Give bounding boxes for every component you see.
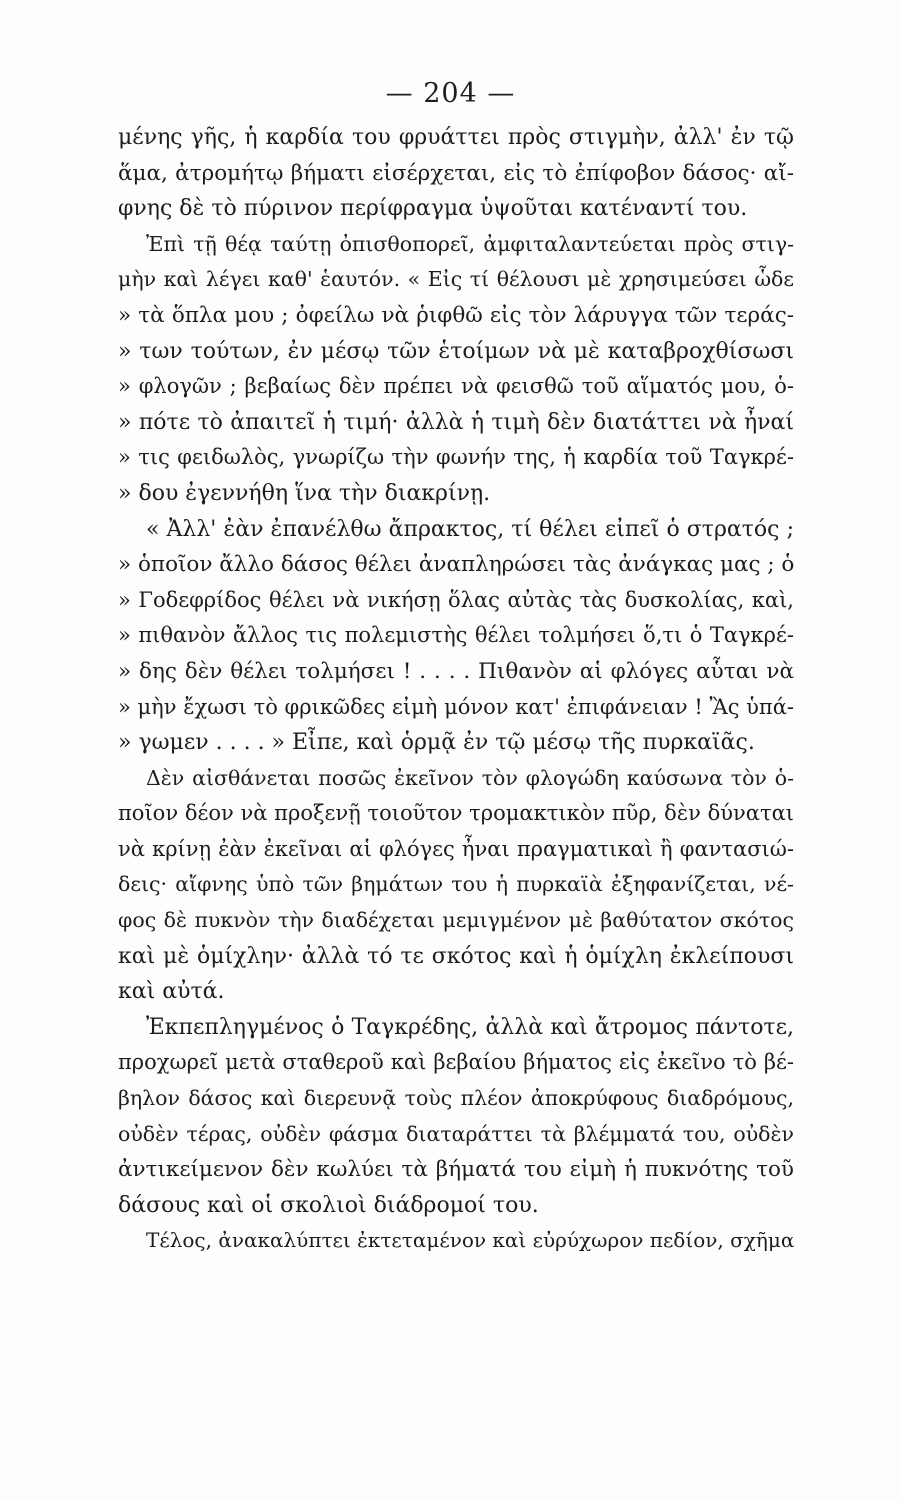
text-line: » μὴν ἔχωσι τὸ φρικῶδες εἰμὴ μόνον κατ' ἐπιφάνειαν ! Ἂς ὑπά-	[118, 694, 794, 719]
text-line: δεις· αἴφνης ὑπὸ τῶν βημάτων του ἡ πυρκαϊὰ ἐξηφανίζεται, νέ-	[118, 872, 794, 897]
text-line: ποῖον δέον νὰ προξενῇ τοιοῦτον τρομακτικὸν πῦρ, δὲν δύναται	[118, 801, 794, 826]
text-line: » πιθανὸν ἄλλος τις πολεμιστὴς θέλει τολμήσει ὅ,τι ὁ Ταγκρέ-	[118, 623, 794, 648]
text-line: Ἐπὶ τῇ θέᾳ ταύτῃ ὀπισθοπορεῖ, ἀμφιταλαντεύεται πρὸς στιγ-	[146, 231, 794, 256]
page-number: — 204 —	[385, 78, 516, 109]
text-line: μὴν καὶ λέγει καθ' ἑαυτόν. « Εἰς τί θέλουσι μὲ χρησιμεύσει ὧδε	[118, 267, 794, 292]
text-line: δάσους καὶ οἱ σκολιοὶ διάδρομοί του.	[118, 1192, 539, 1218]
text-line: » πότε τὸ ἀπαιτεῖ ἡ τιμή· ἀλλὰ ἡ τιμὴ δὲν διατάττει νὰ ἦναί	[118, 409, 794, 435]
text-line: « Ἀλλ' ἐὰν ἐπανέλθω ἄπρακτος, τί θέλει εἰπεῖ ὁ στρατός ;	[146, 516, 794, 542]
text-line: φος δὲ πυκνὸν τὴν διαδέχεται μεμιγμένον μὲ βαθύτατον σκότος	[118, 908, 794, 933]
text-line: » τὰ ὅπλα μου ; ὀφείλω νὰ ῥιφθῶ εἰς τὸν λάρυγγα τῶν τεράς-	[118, 302, 794, 328]
text-body	[118, 120, 794, 1259]
text-line: προχωρεῖ μετὰ σταθεροῦ καὶ βεβαίου βήματος εἰς ἐκεῖνο τὸ βέ-	[118, 1050, 794, 1075]
text-line: » Γοδεφρίδος θέλει νὰ νικήσῃ ὅλας αὐτὰς τὰς δυσκολίας, καὶ,	[118, 587, 794, 612]
text-line: Τέλος, ἀνακαλύπτει ἐκτεταμένον καὶ εὐρύχωρον πεδίον, σχῆμα	[146, 1228, 794, 1253]
text-line: Δὲν αἰσθάνεται ποσῶς ἐκεῖνον τὸν φλογώδη καύσωνα τὸν ὁ-	[146, 765, 794, 790]
text-line: » γωμεν . . . . » Εἶπε, καὶ ὁρμᾷ ἐν τῷ μέσῳ τῆς πυρκαϊᾶς.	[118, 730, 755, 756]
text-line: καὶ μὲ ὁμίχλην· ἀλλὰ τό τε σκότος καὶ ἡ ὁμίχλη ἐκλείπουσι	[118, 943, 794, 969]
text-line: » ὁποῖον ἄλλο δάσος θέλει ἀναπληρώσει τὰς ἀνάγκας μας ; ὁ	[118, 552, 794, 578]
text-line: νὰ κρίνῃ ἐὰν ἐκεῖναι αἱ φλόγες ἦναι πραγματικαὶ ἢ φαντασιώ-	[118, 836, 794, 861]
text-line: μένης γῆς, ἡ καρδία του φρυάττει πρὸς στιγμὴν, ἀλλ' ἐν τῷ	[118, 125, 794, 150]
text-line: » των τούτων, ἐν μέσῳ τῶν ἑτοίμων νὰ μὲ καταβροχθίσωσι	[118, 338, 794, 364]
text-line: φνης δὲ τὸ πύρινον περίφραγμα ὑψοῦται κατέναντί του.	[118, 196, 748, 222]
text-line: » φλογῶν ; βεβαίως δὲν πρέπει νὰ φεισθῶ τοῦ αἵματός μου, ὁ-	[118, 374, 794, 399]
text-line: » τις φειδωλὸς, γνωρίζω τὴν φωνήν της, ἡ καρδία τοῦ Ταγκρέ-	[118, 445, 794, 470]
text-line: οὐδὲν τέρας, οὐδὲν φάσμα διαταράττει τὰ βλέμματά του, οὐδὲν	[118, 1121, 794, 1146]
text-line: » δης δὲν θέλει τολμήσει ! . . . . Πιθανὸν αἱ φλόγες αὗται νὰ	[118, 658, 794, 684]
text-line: καὶ αὐτά.	[118, 979, 225, 1005]
text-line: » δου ἐγεννήθη ἵνα τὴν διακρίνῃ.	[118, 480, 491, 506]
text-line: βηλον δάσος καὶ διερευνᾷ τοὺς πλέον ἀποκρύφους διαδρόμους,	[118, 1086, 794, 1111]
text-line: ἅμα, ἀτρομήτῳ βήματι εἰσέρχεται, εἰς τὸ ἐπίφοβον δάσος· αἴ-	[118, 160, 794, 186]
text-line: Ἐκπεπληγμένος ὁ Ταγκρέδης, ἀλλὰ καὶ ἄτρομος πάντοτε,	[146, 1014, 794, 1040]
text-line: ἀντικείμενον δὲν κωλύει τὰ βήματά του εἰμὴ ἡ πυκνότης τοῦ	[118, 1157, 794, 1183]
